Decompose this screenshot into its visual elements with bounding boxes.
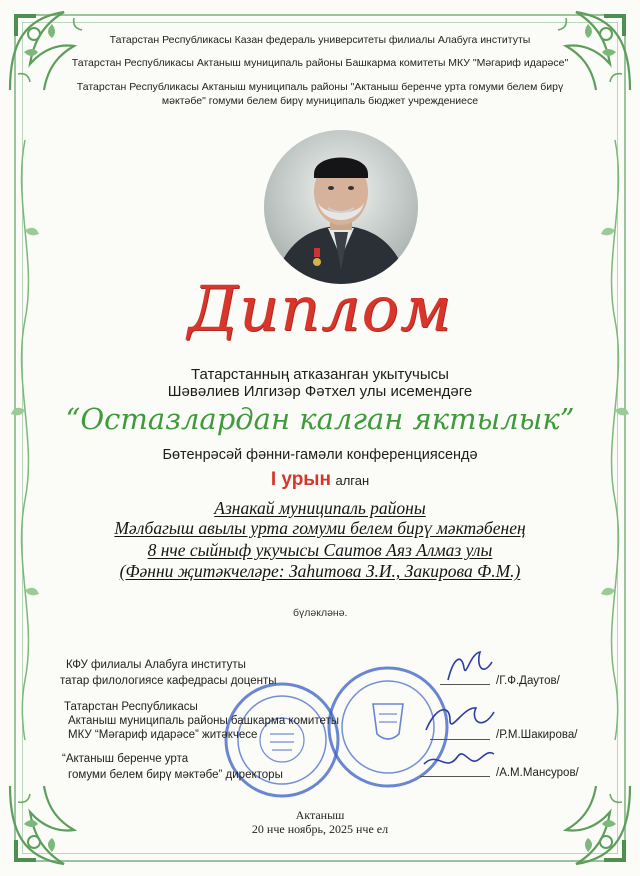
place-awarded [0, 469, 640, 491]
signatory-2-org-line-3: МКУ “Мәгариф идарәсе” житәкчесе [68, 729, 258, 741]
signatory-3-org-line-2: гомуми белем бирү мәктәбе” директоры [68, 769, 283, 781]
honoree-title-line: Татарстанның атказанган укытучысы [191, 366, 449, 383]
signatory-3-org-line-1: “Актаныш беренче урта [62, 753, 189, 765]
signature-line-2 [430, 739, 490, 740]
side-vine-ornament-icon [8, 140, 42, 740]
diploma-title: Диплом [187, 272, 453, 345]
recipient-line-4: (Фәнни җитәкчеләре: Заһитова З.И., Закирова Ф.М.) [119, 561, 521, 581]
recognized-text: бүләкләнә. [293, 607, 348, 619]
signature-line-3 [420, 776, 490, 777]
signatory-3-name: /А.М.Мансуров/ [496, 767, 579, 779]
conference-type: Бөтенрәсәй фәнни-гамәли конференциясендә [162, 447, 478, 463]
signatory-2-org-line-1: Татарстан Республикасы [64, 701, 198, 713]
signature-mark-1-icon [440, 648, 500, 688]
recipient-line-2: Мәлбагыш авылы урта гомуми белем бирү мәктәбенең [114, 518, 526, 538]
signatory-2-org-line-2: Актаныш муниципаль районы башкарма комитеты [68, 715, 340, 727]
honoree-portrait [264, 130, 418, 284]
signatory-1-org-line-1: КФУ филиалы Алабуга институты [66, 659, 246, 671]
footer-date: 20 нче ноябрь, 2025 нче ел [251, 822, 389, 836]
signature-mark-2-icon [420, 700, 500, 740]
footer-place: Актаныш [295, 808, 345, 822]
side-vine-ornament-icon [598, 140, 632, 740]
signatory-2-name: /Р.М.Шакирова/ [496, 729, 578, 741]
portrait-person-icon [264, 130, 418, 284]
header-org-line-2: Татарстан Республикасы Актаныш муниципаль районы Башкарма комитеты МКУ "Мәгариф идарәсе" [71, 57, 569, 69]
header-org-line-1: Татарстан Республикасы Казан федераль университеты филиалы Алабуга институты [109, 34, 531, 46]
signatory-1-name: /Г.Ф.Даутов/ [496, 675, 560, 687]
recipient-line-1: Азнакай муниципаль районы [214, 498, 426, 518]
header-org-line-4: мәктәбе" гомуми белем бирү муниципаль бюджет учреждениесе [161, 95, 479, 107]
honoree-name-line: Шәвәлиев Илгизәр Фәтхел улы исемендәге [167, 383, 473, 400]
signatory-1-org-line-2: татар филологиясе кафедрасы доценты [60, 675, 277, 687]
signature-line-1 [440, 684, 490, 685]
place-rank: I урын [270, 469, 332, 490]
signature-mark-3-icon [418, 740, 498, 780]
recipient-line-3: 8 нче сыйныф укучысы Саитов Аяз Алмаз улы [147, 540, 493, 560]
header-org-line-3: Татарстан Республикасы Актаныш муниципаль районы "Актаныш беренче урта гомуми белем бирү [76, 81, 564, 93]
conference-name: “Остазлардан калган яктылык” [65, 402, 575, 436]
place-suffix: алган [335, 473, 370, 488]
